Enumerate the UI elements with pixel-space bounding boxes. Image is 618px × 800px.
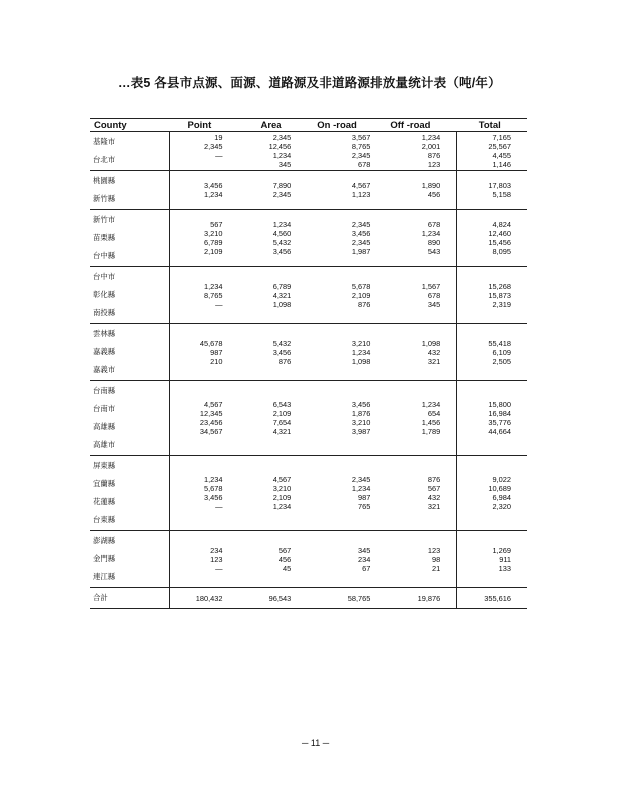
value: 4,321 [272,427,292,436]
value: 345 [358,545,371,555]
value-cell [170,324,239,381]
value: 45,678 [199,338,223,348]
county-name: 台南市 [93,404,116,413]
value: 3,456 [272,247,292,256]
value: 1,098 [272,299,292,309]
value-cell [386,456,456,531]
value: 456 [278,554,292,564]
value: 5,432 [272,238,292,247]
table-title: …表5 各县市点源、面源、道路源及非道路源排放量统计表（吨/年） [118,76,501,90]
value: 3,210 [272,484,292,493]
value: 44,664 [488,427,511,436]
value: 2,345 [272,133,292,142]
county-cell [90,324,170,381]
value: 2,001 [421,142,441,151]
value-cell [386,267,456,324]
county-name: 金門縣 [93,554,116,563]
county-name: 台北市 [93,155,116,164]
value: 19,876 [417,593,441,603]
value: 1,146 [492,160,511,169]
value: 1,456 [421,418,441,427]
value: 321 [427,356,441,366]
value: 19 [214,133,223,142]
county-name: 屏東縣 [93,461,116,470]
value: 15,268 [488,281,511,291]
value-cell [457,531,527,588]
value: 1,269 [492,545,511,555]
value-cell [307,588,386,609]
county-name: 宜蘭縣 [93,479,116,488]
table-row [90,588,527,609]
value: 55,418 [488,338,511,348]
value: 987 [358,493,371,502]
value-cell [457,588,527,609]
page-number: ─ 11 ─ [302,738,330,748]
value-cell [170,588,239,609]
value: 1,234 [203,475,223,484]
value: 1,234 [272,220,292,229]
value-cell [457,381,527,456]
value: 4,824 [492,220,511,229]
county-name: 新竹縣 [93,194,116,203]
value: 1,234 [351,484,371,493]
value: 210 [210,356,223,366]
value: 2,345 [351,238,371,247]
value: 1,098 [351,356,371,366]
value: 5,678 [203,484,223,493]
county-name: 台中市 [93,272,116,281]
value: 16,984 [488,409,511,418]
value: 3,456 [203,493,223,502]
col-off-road: Off -road [390,119,431,131]
county-name: 新竹市 [93,215,116,224]
county-cell [90,210,170,267]
table-body [90,132,527,609]
value: 34,567 [199,427,223,436]
value: 3,456 [203,181,223,190]
value: 4,455 [492,151,511,160]
value-cell [386,132,456,171]
value-cell [238,171,307,210]
value: 8,765 [351,142,371,151]
value: 2,320 [492,502,511,511]
value: 23,456 [199,418,223,427]
value: 6,789 [203,238,223,247]
value: 5,432 [272,338,292,348]
table-row [90,381,527,456]
value: 1,234 [351,347,371,357]
value: — [215,299,223,309]
value: 5,158 [492,190,511,199]
value: 15,456 [488,238,511,247]
value-cell [386,210,456,267]
value: 8,095 [492,247,511,256]
value: 1,234 [272,151,292,160]
value-cell [307,324,386,381]
value: 123 [427,160,441,169]
value-cell [457,456,527,531]
value: 2,345 [351,151,371,160]
county-cell [90,588,170,609]
value: 12,460 [488,229,511,238]
value: 4,567 [351,181,371,190]
value-cell [238,324,307,381]
value: 3,456 [351,229,371,238]
value: 678 [427,220,441,229]
county-name: 高雄縣 [93,422,116,431]
value: 543 [427,247,441,256]
table-row [90,210,527,267]
county-name: 高雄市 [93,440,116,449]
value: 2,505 [492,356,511,366]
value: 876 [427,151,441,160]
value: 10,689 [488,484,511,493]
county-cell [90,132,170,171]
value: 987 [210,347,223,357]
value: 8,765 [203,290,223,300]
county-name: 南投縣 [93,308,116,317]
value: 3,210 [203,229,223,238]
value: 890 [427,238,441,247]
value: 7,654 [272,418,292,427]
value-cell [170,210,239,267]
value-cell [170,267,239,324]
value: 2,109 [272,493,292,502]
value: 6,109 [492,347,511,357]
value: 5,678 [351,281,371,291]
value: 1,234 [421,133,441,142]
value: 3,567 [351,133,371,142]
value-cell [170,456,239,531]
value-cell [170,132,239,171]
value: 355,616 [484,593,511,603]
col-point: Point [187,119,212,131]
value-cell [170,171,239,210]
value: 98 [432,554,441,564]
value-cell [307,210,386,267]
county-cell [90,267,170,324]
value: 3,210 [351,418,371,427]
value: — [215,502,223,511]
table-row [90,456,527,531]
col-county: County [94,119,127,131]
value-cell [238,132,307,171]
value: 4,567 [272,475,292,484]
value: 1,234 [203,190,223,199]
value: 3,456 [272,347,292,357]
value: 58,765 [347,593,371,603]
value-cell [386,381,456,456]
value: 654 [427,409,441,418]
value-cell [238,531,307,588]
county-cell [90,381,170,456]
value: 15,800 [488,400,511,409]
value: 123 [427,545,441,555]
value: 12,345 [199,409,223,418]
value: 2,319 [492,299,511,309]
value: 678 [427,290,441,300]
value: 1,234 [421,400,441,409]
value [170,160,222,169]
county-name: 連江縣 [93,572,116,581]
value: 96,543 [268,593,292,603]
value: 4,560 [272,229,292,238]
table-row [90,171,527,210]
value: 1,890 [421,181,441,190]
value: 321 [427,502,441,511]
county-name: 雲林縣 [93,329,116,338]
emissions-table [90,118,527,609]
value: 567 [427,484,441,493]
value: 45 [283,563,292,573]
value-cell [386,531,456,588]
value: 25,567 [488,142,511,151]
value: 456 [427,190,441,199]
value-cell [238,267,307,324]
value: 15,873 [488,290,511,300]
county-name: 彰化縣 [93,290,116,299]
value: 6,789 [272,281,292,291]
value: 1,234 [272,502,292,511]
value: 9,022 [492,475,511,484]
value: 234 [210,545,223,555]
col-area: Area [260,119,282,131]
value-cell [457,210,527,267]
value: 234 [358,554,371,564]
value: 133 [498,563,511,573]
value: 3,210 [351,338,371,348]
value-cell [170,531,239,588]
value: 6,543 [272,400,292,409]
value: 7,165 [492,133,511,142]
value-cell [457,324,527,381]
county-name: 基隆市 [93,137,116,146]
value: 678 [358,160,371,169]
value-cell [307,381,386,456]
value: — [215,151,223,160]
value: 21 [432,563,441,573]
value: 567 [210,220,223,229]
value: 2,345 [351,475,371,484]
value-cell [457,267,527,324]
value-cell [307,456,386,531]
value-cell [457,132,527,171]
value-cell [307,267,386,324]
county-name: 台東縣 [93,515,116,524]
value: 17,803 [488,181,511,190]
value: 67 [362,563,371,573]
value: 432 [427,493,441,502]
county-name: 台中縣 [93,251,116,260]
table-row [90,267,527,324]
value-cell [386,171,456,210]
value: 1,234 [203,281,223,291]
value: 12,456 [268,142,292,151]
county-name: 合計 [93,593,108,602]
value: 1,987 [351,247,371,256]
value: 1,567 [421,281,441,291]
value: 432 [427,347,441,357]
col-total: Total [478,119,501,131]
value: 2,109 [203,247,223,256]
value-cell [238,588,307,609]
value: 876 [278,356,292,366]
county-name: 桃園縣 [93,176,116,185]
county-name: 花蓮縣 [93,497,116,506]
county-name: 澎湖縣 [93,536,116,545]
county-name: 嘉義市 [93,365,116,374]
value-cell [307,171,386,210]
county-cell [90,531,170,588]
county-name: 台南縣 [93,386,116,395]
value: 1,234 [421,229,441,238]
value: 35,776 [488,418,511,427]
value: 911 [499,554,511,564]
value: 567 [278,545,292,555]
value-cell [307,531,386,588]
value-cell [238,381,307,456]
value: 1,876 [351,409,371,418]
value-cell [238,456,307,531]
value-cell [238,210,307,267]
value: 765 [358,502,371,511]
value: 3,987 [351,427,371,436]
value: 345 [278,160,292,169]
value: 2,345 [203,142,223,151]
value-cell [386,588,456,609]
county-cell [90,171,170,210]
value: 7,890 [272,181,292,190]
value: 4,567 [203,400,223,409]
value: — [215,563,223,573]
value: 123 [210,554,223,564]
value-cell [307,132,386,171]
value-cell [386,324,456,381]
value: 1,098 [421,338,441,348]
value: 2,345 [272,190,292,199]
table-header-row [90,119,527,132]
value: 2,109 [272,409,292,418]
table-row [90,531,527,588]
table-row [90,132,527,171]
value: 2,109 [351,290,371,300]
county-name: 嘉義縣 [93,347,116,356]
value: 1,123 [351,190,371,199]
county-name: 苗栗縣 [93,233,116,242]
value: 180,432 [195,593,223,603]
county-cell [90,456,170,531]
value-cell [170,381,239,456]
value: 6,984 [492,493,511,502]
value: 876 [427,475,441,484]
value: 4,321 [272,290,292,300]
value: 2,345 [351,220,371,229]
value: 1,789 [421,427,441,436]
value-cell [457,171,527,210]
value: 876 [358,299,371,309]
col-on-road: On -road [317,119,357,131]
value: 345 [427,299,441,309]
table-row [90,324,527,381]
value: 3,456 [351,400,371,409]
